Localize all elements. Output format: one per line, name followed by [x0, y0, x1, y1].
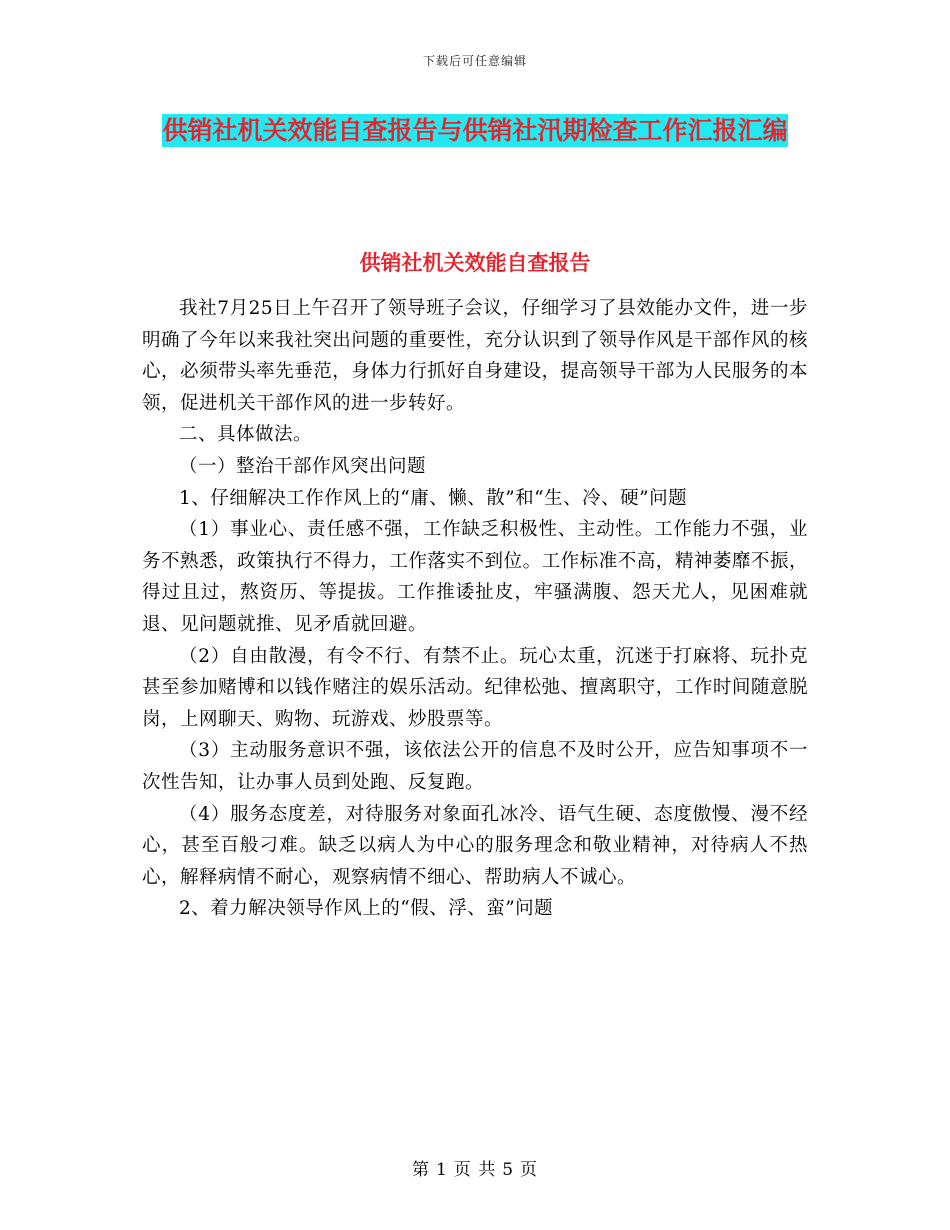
paragraph: 2、着力解决领导作风上的“假、浮、蛮”问题: [179, 898, 554, 920]
paragraph: （4）服务态度差，对待服务对象面孔冰冷、语气生硬、态度傲慢、漫不经心，甚至百般刁难。缺乏以病人为中心的服务理念和敬业精神，对待病人不热心，解释病情不耐心，观察病情不细心、帮助病人不诚心。: [142, 803, 808, 888]
page-number: 1: [435, 1160, 448, 1180]
footer-prefix: 第: [411, 1160, 430, 1180]
section-title: 供销社机关效能自查报告: [359, 251, 591, 275]
paragraph: （2）自由散漫，有令不行、有禁不止。玩心太重，沉迷于打麻将、玩扑克甚至参加赌博和以钱作赌注的娱乐活动。纪律松弛、擅离职守，工作时间随意脱岗，上网聊天、购物、玩游戏、炒股票等。: [142, 645, 808, 730]
paragraph: 二、具体做法。: [179, 424, 313, 446]
page-total: 5: [502, 1160, 515, 1180]
paragraph: （3）主动服务意识不强，该依法公开的信息不及时公开，应告知事项不一次性告知，让办事人员到处跑、反复跑。: [142, 740, 808, 793]
footer-middle: 页 共: [453, 1160, 497, 1180]
paragraph: （1）事业心、责任感不强，工作缺乏积极性、主动性。工作能力不强，业务不熟悉，政策执行不得力，工作落实不到位。工作标准不高，精神萎靡不振，得过且过，熬资历、等提拔。工作推诿扯皮，牢骚满腹、怨天尤人，见困难就退、见问题就推、见矛盾就回避。: [142, 519, 808, 635]
page-footer: [0, 1155, 950, 1180]
footer-suffix: 页: [520, 1160, 539, 1180]
paragraph: 我社7月25日上午召开了领导班子会议，仔细学习了县效能办文件，进一步明确了今年以来我社突出问题的重要性，充分认识到了领导作风是干部作风的核心，必须带头率先垂范，身体力行抓好自身建设，提高领导干部为人民服务的本领，促进机关干部作风的进一步转好。: [142, 298, 808, 414]
document-body: [142, 293, 808, 925]
header-note: 下载后可任意编辑: [422, 54, 527, 68]
document-title-text: 供销社机关效能自查报告与供销社汛期检查工作汇报汇编: [162, 116, 788, 145]
document-title: [150, 108, 800, 154]
paragraph: 1、仔细解决工作作风上的“庸、懒、散”和“生、冷、硬”问题: [179, 487, 688, 509]
paragraph: （一）整治干部作风突出问题: [179, 455, 427, 477]
